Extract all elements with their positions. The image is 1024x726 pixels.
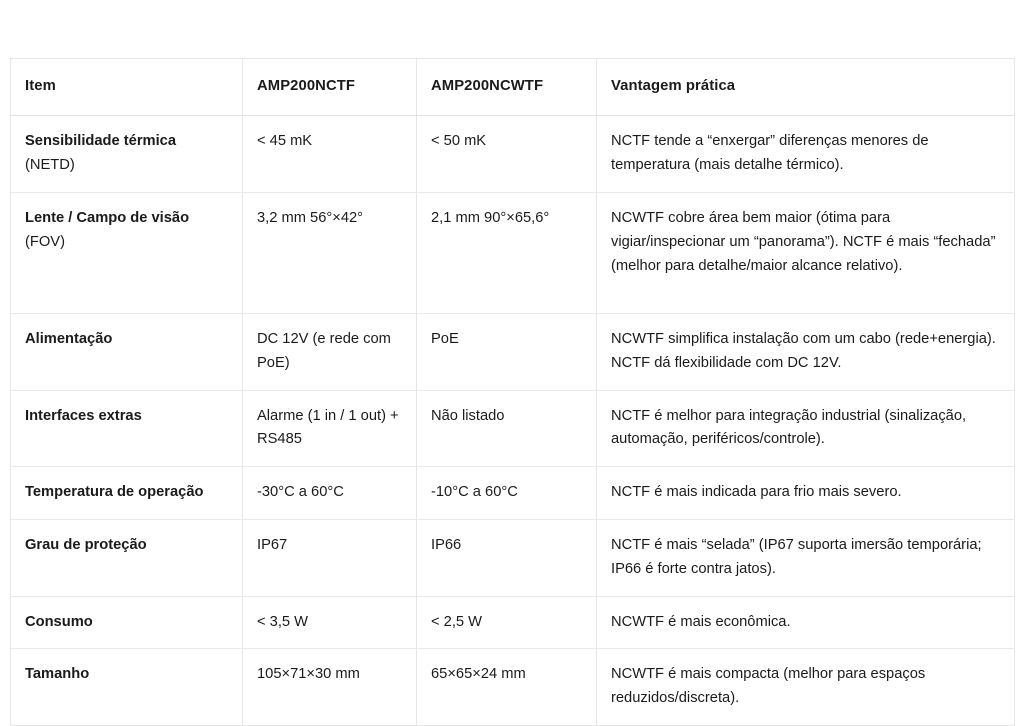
row-label-cell xyxy=(11,390,243,467)
table-header-row xyxy=(11,59,1015,116)
column-header-nctf: AMP200NCTF xyxy=(243,59,417,116)
row-label-cell xyxy=(11,115,243,192)
cell-advantage: NCWTF simplifica instalação com um cabo (rede+energia). NCTF dá flexibilidade com DC 12V. xyxy=(597,313,1015,390)
table-row xyxy=(11,313,1015,390)
cell-nctf: DC 12V (e rede com PoE) xyxy=(243,313,417,390)
row-label-main: Tamanho xyxy=(25,666,90,683)
cell-ncwtf: PoE xyxy=(417,313,597,390)
table-row xyxy=(11,390,1015,467)
cell-nctf: < 45 mK xyxy=(243,115,417,192)
cell-ncwtf: Não listado xyxy=(417,390,597,467)
cell-nctf: 3,2 mm 56°×42° xyxy=(243,192,417,313)
cell-nctf: -30°C a 60°C xyxy=(243,467,417,520)
cell-ncwtf: 2,1 mm 90°×65,6° xyxy=(417,192,597,313)
row-label-sub: (FOV) xyxy=(25,233,65,250)
cell-ncwtf: < 2,5 W xyxy=(417,596,597,649)
row-label-main: Lente / Campo de visão xyxy=(25,209,190,226)
cell-advantage: NCTF tende a “enxergar” diferenças menores de temperatura (mais detalhe térmico). xyxy=(597,115,1015,192)
table-row xyxy=(11,596,1015,649)
row-label-sub: (NETD) xyxy=(25,156,75,173)
cell-advantage: NCTF é mais “selada” (IP67 suporta imersão temporária; IP66 é forte contra jatos). xyxy=(597,520,1015,597)
comparison-table-container xyxy=(10,58,1014,726)
cell-advantage: NCWTF cobre área bem maior (ótima para vigiar/inspecionar um “panorama”). NCTF é mais “fechada” (melhor para detalhe/maior alcance relativo). xyxy=(597,192,1015,313)
table-row xyxy=(11,115,1015,192)
cell-ncwtf: < 50 mK xyxy=(417,115,597,192)
cell-ncwtf: -10°C a 60°C xyxy=(417,467,597,520)
cell-nctf: Alarme (1 in / 1 out) + RS485 xyxy=(243,390,417,467)
row-label-cell xyxy=(11,192,243,313)
row-label-main: Alimentação xyxy=(25,330,113,347)
cell-nctf: IP67 xyxy=(243,520,417,597)
cell-advantage: NCTF é mais indicada para frio mais severo. xyxy=(597,467,1015,520)
cell-advantage: NCTF é melhor para integração industrial (sinalização, automação, periféricos/controle). xyxy=(597,390,1015,467)
cell-nctf: 105×71×30 mm xyxy=(243,649,417,726)
cell-ncwtf: 65×65×24 mm xyxy=(417,649,597,726)
row-label-cell xyxy=(11,649,243,726)
cell-nctf: < 3,5 W xyxy=(243,596,417,649)
column-header-ncwtf: AMP200NCWTF xyxy=(417,59,597,116)
table-body xyxy=(11,115,1015,725)
row-label-main: Consumo xyxy=(25,613,93,630)
row-label-main: Grau de proteção xyxy=(25,537,147,554)
row-label-main: Sensibilidade térmica xyxy=(25,132,177,149)
row-label-cell xyxy=(11,467,243,520)
table-row xyxy=(11,192,1015,313)
cell-ncwtf: IP66 xyxy=(417,520,597,597)
table-row xyxy=(11,467,1015,520)
row-label-cell xyxy=(11,520,243,597)
table-row xyxy=(11,649,1015,726)
table-row xyxy=(11,520,1015,597)
column-header-advantage: Vantagem prática xyxy=(597,59,1015,116)
row-label-cell xyxy=(11,596,243,649)
table-header xyxy=(11,59,1015,116)
row-label-main: Interfaces extras xyxy=(25,407,142,424)
row-label-main: Temperatura de operação xyxy=(25,484,204,501)
cell-advantage: NCWTF é mais compacta (melhor para espaços reduzidos/discreta). xyxy=(611,666,926,707)
column-header-item: Item xyxy=(11,59,243,116)
cell-advantage: NCWTF é mais econômica. xyxy=(597,596,1015,649)
row-label-cell xyxy=(11,313,243,390)
comparison-table xyxy=(10,58,1015,726)
